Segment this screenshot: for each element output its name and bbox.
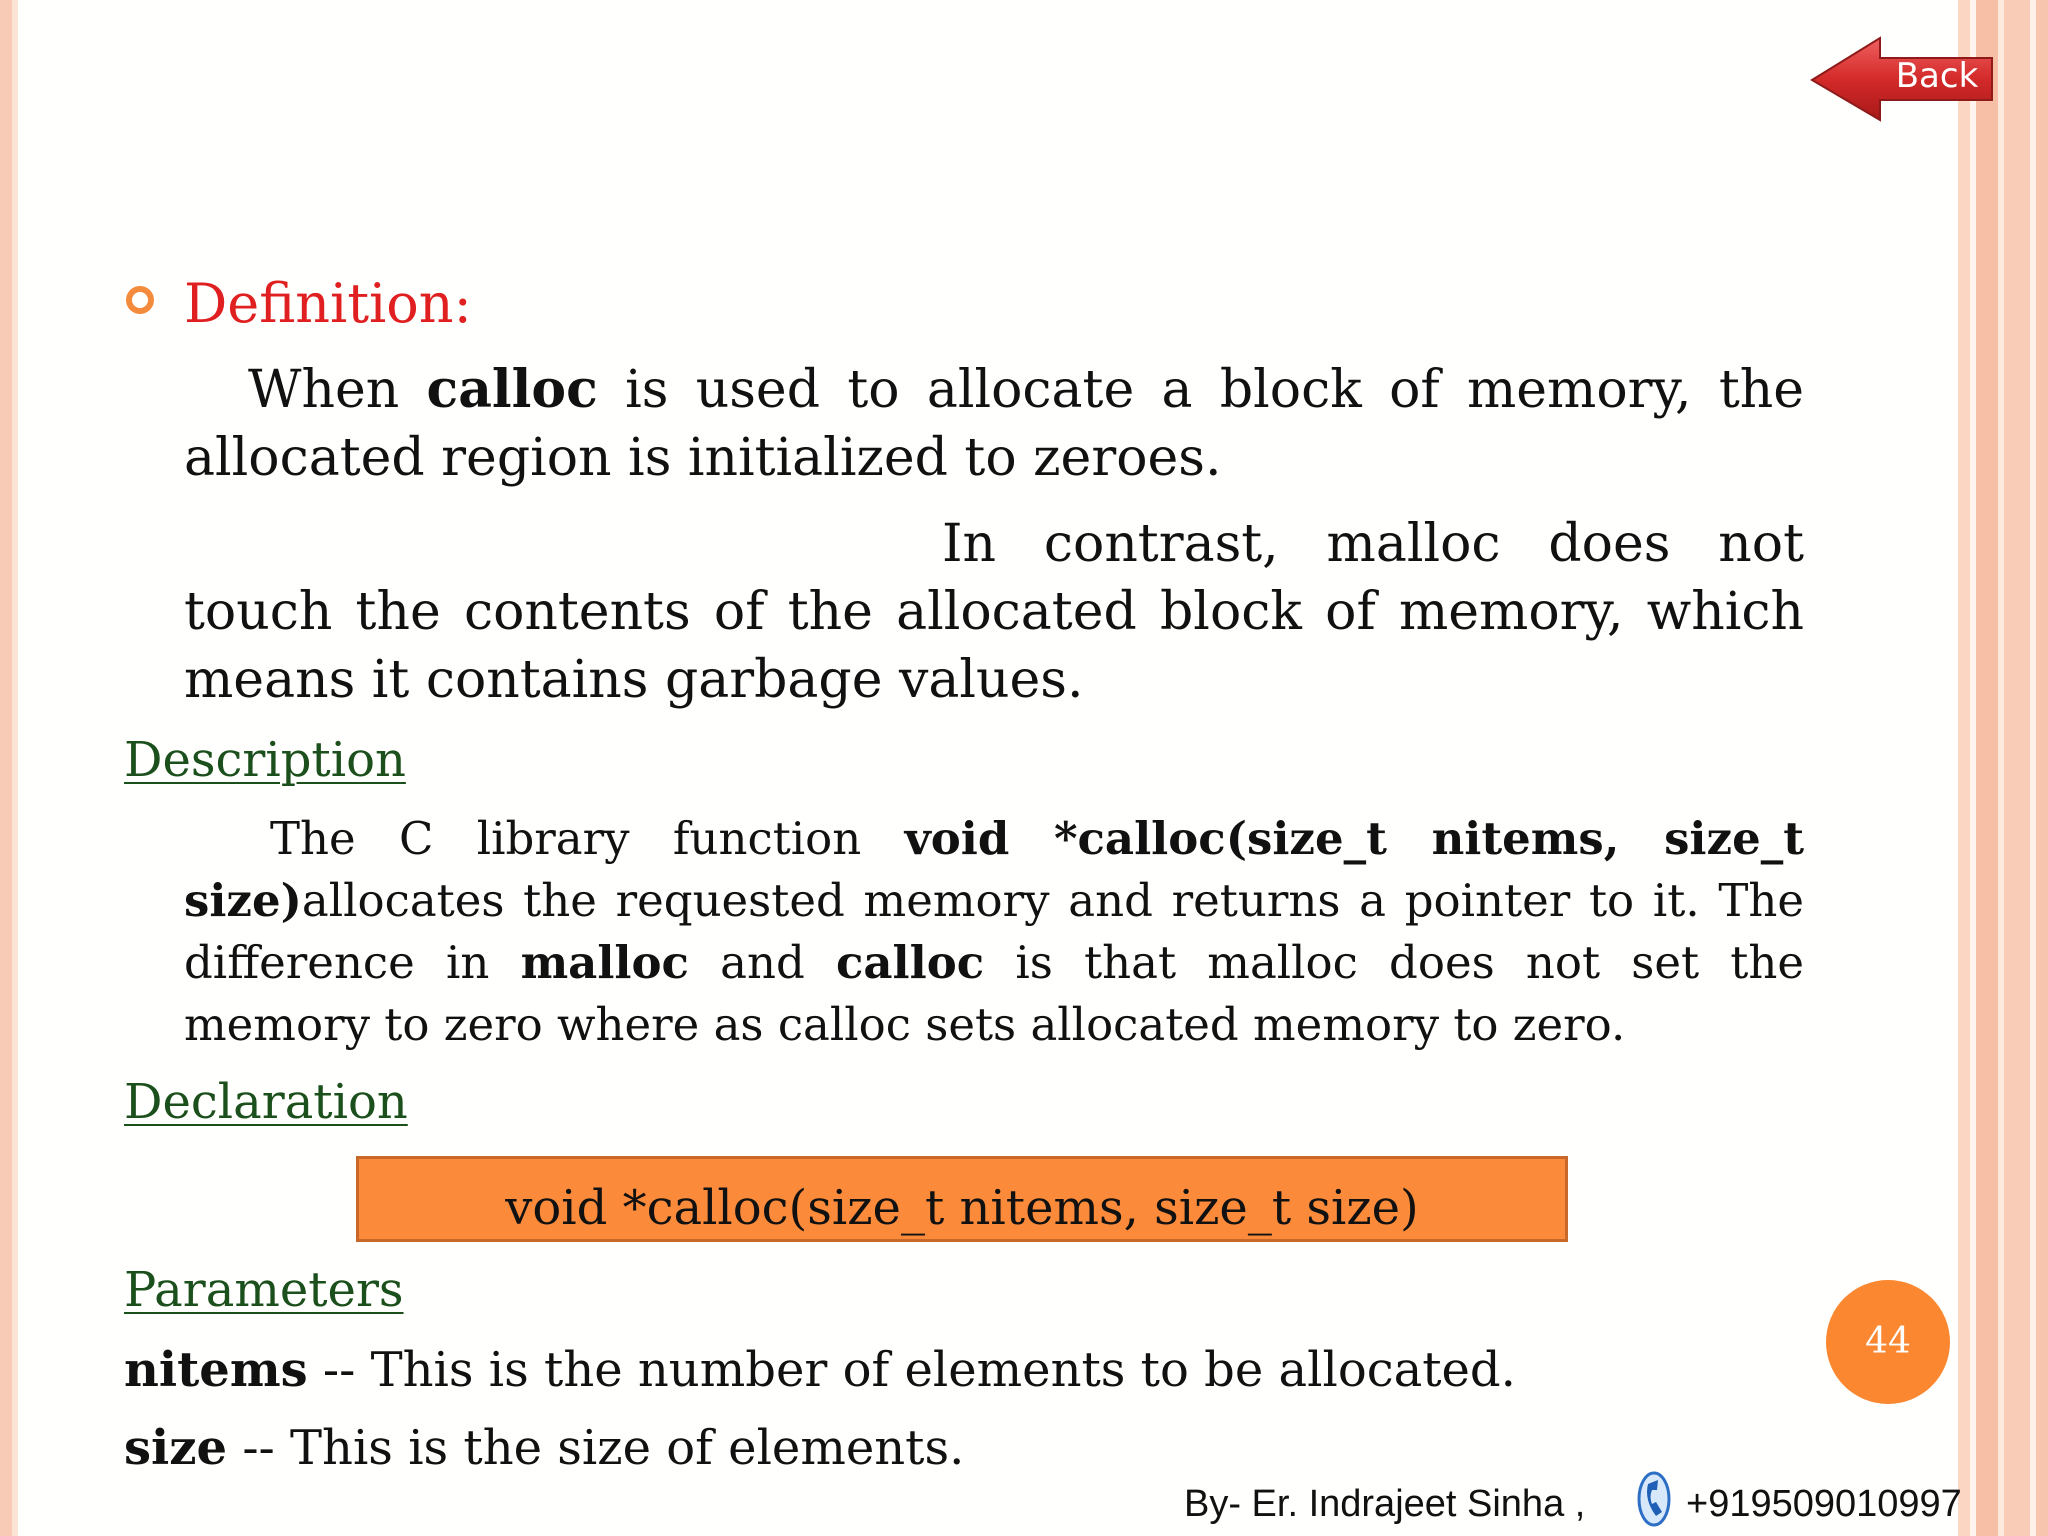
right-border-band [1958, 0, 2048, 1536]
left-border-inner-bar [12, 0, 18, 1536]
phone-icon [1636, 1470, 1672, 1528]
description-paragraph: The C library function void *calloc(size_t nitems, size_t size)allocates the requested memory and returns a pointer to it. The difference in malloc and calloc is that malloc does not set the memory to zero where as calloc sets allocated memory to zero. [184, 812, 1804, 1051]
back-button-label: Back [1895, 56, 1979, 96]
definition-paragraph-1: When calloc is used to allocate a block of memory, the allocated region is initialized to zeroes. [184, 359, 1805, 488]
ring-bullet-icon [126, 286, 154, 314]
parameter-nitems: nitems -- This is the number of elements to be allocated. [124, 1342, 1516, 1398]
footer-phone: +919509010997 [1686, 1483, 1962, 1525]
declaration-code-box: void *calloc(size_t nitems, size_t size) [356, 1156, 1568, 1242]
page-number-badge: 44 [1826, 1280, 1950, 1404]
description-heading: Description [124, 732, 406, 788]
back-button[interactable] [1808, 34, 1996, 124]
left-border-bar [0, 0, 12, 1536]
definition-paragraph-2: In contrast, malloc does not touch the contents of the allocated block of memory, which means it contains garbage values. [184, 514, 1804, 710]
footer-author: By- Er. Indrajeet Sinha , [1184, 1483, 1586, 1525]
parameter-size: size -- This is the size of elements. [124, 1420, 965, 1476]
parameters-heading: Parameters [124, 1262, 404, 1318]
declaration-heading: Declaration [124, 1074, 408, 1130]
definition-title: Definition: [184, 272, 472, 335]
